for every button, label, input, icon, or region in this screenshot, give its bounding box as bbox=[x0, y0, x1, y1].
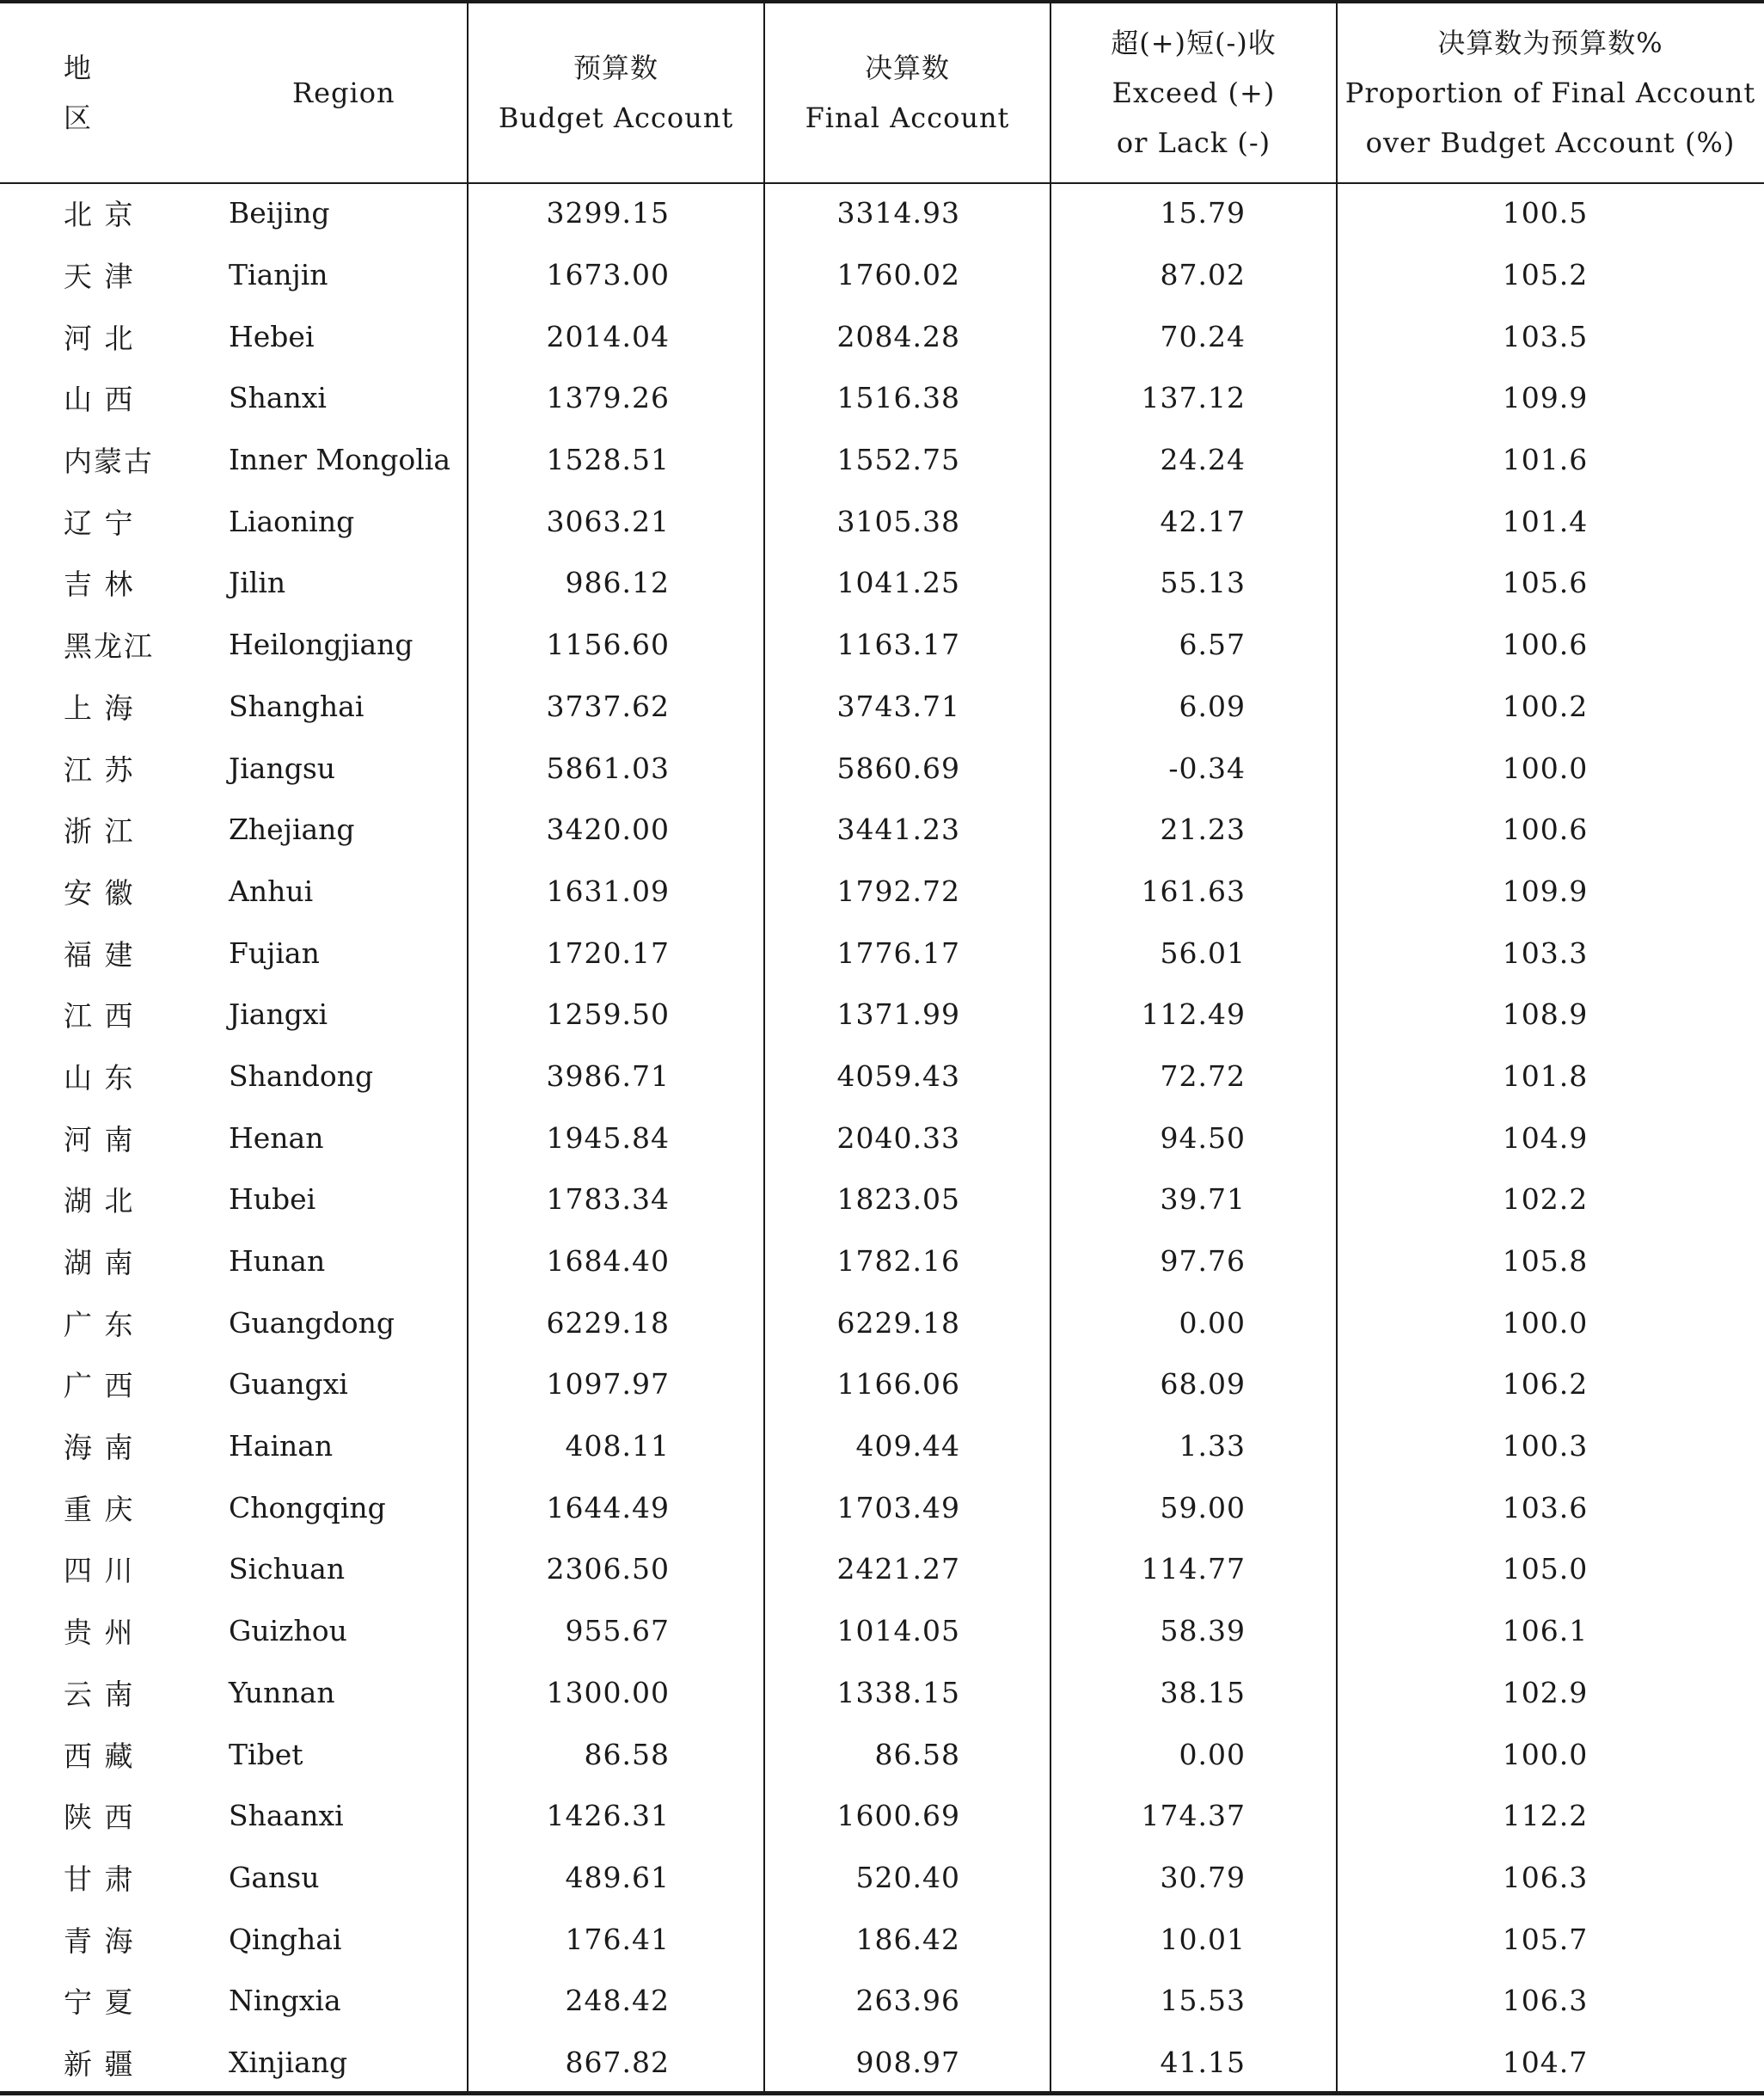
cell-exceed: 112.49 bbox=[1141, 997, 1246, 1032]
cell-exceed: 72.72 bbox=[1160, 1058, 1246, 1093]
cell-final: 1338.15 bbox=[836, 1675, 960, 1709]
cell-region-en: Inner Mongolia bbox=[229, 443, 451, 477]
table-row bbox=[0, 737, 1764, 799]
cell-region-zh: 吉 林 bbox=[64, 567, 135, 602]
cell-region-zh: 广 东 bbox=[64, 1307, 135, 1341]
cell-region-zh: 江 苏 bbox=[64, 752, 135, 787]
table-row bbox=[0, 552, 1764, 614]
cell-budget: 248.42 bbox=[565, 1984, 670, 2018]
cell-exceed: 38.15 bbox=[1160, 1675, 1246, 1709]
cell-final: 3314.93 bbox=[836, 196, 960, 230]
table-row bbox=[0, 861, 1764, 923]
header-final-en: Final Account bbox=[805, 101, 1010, 134]
cell-final: 1792.72 bbox=[836, 874, 960, 908]
cell-region-en: Chongqing bbox=[229, 1490, 386, 1524]
cell-budget: 6229.18 bbox=[546, 1305, 670, 1340]
cell-budget: 1528.51 bbox=[546, 443, 670, 477]
table-row bbox=[0, 1723, 1764, 1785]
cell-region-en: Anhui bbox=[229, 874, 314, 908]
cell-exceed: 15.79 bbox=[1160, 196, 1246, 230]
cell-budget: 1300.00 bbox=[546, 1675, 670, 1709]
cell-proportion: 105.8 bbox=[1502, 1244, 1589, 1279]
cell-proportion: 100.5 bbox=[1502, 196, 1589, 230]
cell-region-zh: 安 徽 bbox=[64, 875, 135, 910]
cell-region-en: Guangdong bbox=[229, 1305, 395, 1340]
header-region-en: Region bbox=[292, 77, 395, 109]
cell-exceed: 0.00 bbox=[1179, 1305, 1246, 1340]
cell-region-zh: 黑龙江 bbox=[64, 629, 154, 664]
cell-budget: 3737.62 bbox=[546, 689, 670, 723]
cell-region-zh: 贵 州 bbox=[64, 1616, 135, 1650]
cell-region-zh: 重 庆 bbox=[64, 1492, 135, 1526]
header-proportion bbox=[1337, 3, 1764, 182]
cell-budget: 5861.03 bbox=[546, 751, 670, 785]
cell-exceed: -0.34 bbox=[1168, 751, 1246, 785]
cell-budget: 955.67 bbox=[565, 1614, 670, 1648]
cell-budget: 1720.17 bbox=[546, 936, 670, 970]
cell-final: 1600.69 bbox=[836, 1799, 960, 1833]
cell-region-en: Fujian bbox=[229, 936, 320, 970]
table-body bbox=[0, 182, 1764, 2093]
cell-budget: 1631.09 bbox=[546, 874, 670, 908]
cell-region-zh: 海 南 bbox=[64, 1431, 135, 1465]
cell-proportion: 109.9 bbox=[1502, 381, 1589, 415]
table-row bbox=[0, 1353, 1764, 1415]
cell-exceed: 59.00 bbox=[1160, 1490, 1246, 1524]
cell-budget: 2306.50 bbox=[546, 1552, 670, 1586]
cell-proportion: 100.2 bbox=[1502, 689, 1589, 723]
cell-region-zh: 江 西 bbox=[64, 999, 135, 1034]
cell-region-zh: 上 海 bbox=[64, 690, 135, 725]
cell-budget: 1097.97 bbox=[546, 1367, 670, 1402]
header-proportion-zh: 决算数为预算数% bbox=[1437, 27, 1663, 59]
cell-region-zh: 陕 西 bbox=[64, 1800, 135, 1835]
cell-budget: 3063.21 bbox=[546, 504, 670, 538]
header-proportion-en-2: over Budget Account (%) bbox=[1365, 126, 1736, 159]
cell-exceed: 87.02 bbox=[1160, 258, 1246, 292]
header-proportion-en-1: Proportion of Final Account bbox=[1344, 77, 1756, 109]
cell-budget: 408.11 bbox=[565, 1429, 670, 1463]
cell-final: 1782.16 bbox=[836, 1244, 960, 1279]
cell-budget: 1259.50 bbox=[546, 997, 670, 1032]
cell-proportion: 100.0 bbox=[1502, 1737, 1589, 1771]
cell-budget: 3299.15 bbox=[546, 196, 670, 230]
cell-exceed: 30.79 bbox=[1160, 1860, 1246, 1894]
cell-region-en: Sichuan bbox=[229, 1552, 346, 1586]
cell-proportion: 101.4 bbox=[1502, 504, 1589, 538]
cell-final: 1371.99 bbox=[836, 997, 960, 1032]
cell-final: 263.96 bbox=[855, 1984, 960, 2018]
cell-final: 4059.43 bbox=[836, 1058, 960, 1093]
cell-region-en: Hubei bbox=[229, 1182, 316, 1217]
cell-region-zh: 北 京 bbox=[64, 198, 135, 232]
cell-proportion: 106.1 bbox=[1502, 1614, 1589, 1648]
cell-region-zh: 宁 夏 bbox=[64, 1985, 135, 2020]
table-row bbox=[0, 984, 1764, 1046]
table-row bbox=[0, 367, 1764, 429]
table-row bbox=[0, 1847, 1764, 1909]
cell-proportion: 105.6 bbox=[1502, 566, 1589, 600]
cell-region-en: Shandong bbox=[229, 1058, 374, 1093]
cell-proportion: 100.6 bbox=[1502, 628, 1589, 662]
cell-final: 520.40 bbox=[855, 1860, 960, 1894]
table-row bbox=[0, 1785, 1764, 1847]
table-row bbox=[0, 676, 1764, 738]
table-row bbox=[0, 1476, 1764, 1538]
cell-region-zh: 四 川 bbox=[64, 1554, 135, 1588]
cell-proportion: 103.6 bbox=[1502, 1490, 1589, 1524]
cell-proportion: 105.7 bbox=[1502, 1922, 1589, 1956]
cell-region-zh: 山 西 bbox=[64, 383, 135, 417]
cell-final: 1703.49 bbox=[836, 1490, 960, 1524]
cell-proportion: 101.6 bbox=[1502, 443, 1589, 477]
cell-region-en: Shaanxi bbox=[229, 1799, 344, 1833]
cell-exceed: 6.57 bbox=[1179, 628, 1246, 662]
cell-proportion: 106.3 bbox=[1502, 1860, 1589, 1894]
cell-final: 1776.17 bbox=[836, 936, 960, 970]
cell-proportion: 112.2 bbox=[1502, 1799, 1589, 1833]
cell-final: 3105.38 bbox=[836, 504, 960, 538]
cell-region-en: Henan bbox=[229, 1120, 324, 1155]
cell-region-en: Gansu bbox=[229, 1860, 320, 1894]
cell-exceed: 56.01 bbox=[1160, 936, 1246, 970]
cell-final: 1041.25 bbox=[836, 566, 960, 600]
table-row bbox=[0, 1107, 1764, 1169]
cell-exceed: 1.33 bbox=[1179, 1429, 1246, 1463]
cell-budget: 1156.60 bbox=[546, 628, 670, 662]
cell-exceed: 55.13 bbox=[1160, 566, 1246, 600]
cell-budget: 176.41 bbox=[565, 1922, 670, 1956]
cell-proportion: 100.0 bbox=[1502, 1305, 1589, 1340]
cell-exceed: 68.09 bbox=[1160, 1367, 1246, 1402]
cell-region-zh: 内蒙古 bbox=[64, 445, 154, 479]
cell-region-zh: 湖 北 bbox=[64, 1184, 135, 1218]
cell-region-zh: 福 建 bbox=[64, 937, 135, 972]
cell-exceed: 24.24 bbox=[1160, 443, 1246, 477]
cell-exceed: 174.37 bbox=[1141, 1799, 1246, 1833]
cell-region-zh: 湖 南 bbox=[64, 1246, 135, 1280]
cell-region-zh: 广 西 bbox=[64, 1369, 135, 1403]
cell-budget: 867.82 bbox=[565, 2045, 670, 2079]
cell-exceed: 161.63 bbox=[1141, 874, 1246, 908]
table-row bbox=[0, 1230, 1764, 1292]
header-exceed-en-1: Exceed (+) bbox=[1112, 77, 1276, 109]
table-row bbox=[0, 1600, 1764, 1662]
cell-region-en: Shanxi bbox=[229, 381, 327, 415]
table-row bbox=[0, 429, 1764, 491]
cell-budget: 1426.31 bbox=[546, 1799, 670, 1833]
cell-region-en: Tianjin bbox=[229, 258, 328, 292]
cell-budget: 1644.49 bbox=[546, 1490, 670, 1524]
cell-exceed: 39.71 bbox=[1160, 1182, 1246, 1217]
cell-region-en: Shanghai bbox=[229, 689, 364, 723]
header-budget-zh: 预算数 bbox=[573, 52, 658, 84]
cell-proportion: 104.7 bbox=[1502, 2045, 1589, 2079]
cell-budget: 1783.34 bbox=[546, 1182, 670, 1217]
header-final-zh: 决算数 bbox=[864, 52, 950, 84]
table-row bbox=[0, 182, 1764, 244]
cell-final: 2421.27 bbox=[836, 1552, 960, 1586]
cell-region-en: Beijing bbox=[229, 196, 330, 230]
cell-final: 3441.23 bbox=[836, 813, 960, 847]
cell-exceed: 94.50 bbox=[1160, 1120, 1246, 1155]
cell-final: 1163.17 bbox=[836, 628, 960, 662]
cell-proportion: 105.2 bbox=[1502, 258, 1589, 292]
cell-region-zh: 甘 肃 bbox=[64, 1862, 135, 1896]
cell-region-en: Hebei bbox=[229, 319, 315, 353]
cell-proportion: 103.5 bbox=[1502, 319, 1589, 353]
cell-exceed: 97.76 bbox=[1160, 1244, 1246, 1279]
cell-final: 1014.05 bbox=[836, 1614, 960, 1648]
cell-budget: 1379.26 bbox=[546, 381, 670, 415]
cell-region-en: Hunan bbox=[229, 1244, 326, 1279]
cell-exceed: 137.12 bbox=[1141, 381, 1246, 415]
cell-exceed: 42.17 bbox=[1160, 504, 1246, 538]
cell-budget: 986.12 bbox=[565, 566, 670, 600]
cell-exceed: 70.24 bbox=[1160, 319, 1246, 353]
cell-region-zh: 河 南 bbox=[64, 1122, 135, 1156]
cell-final: 2040.33 bbox=[836, 1120, 960, 1155]
cell-region-zh: 河 北 bbox=[64, 321, 135, 355]
cell-region-zh: 新 疆 bbox=[64, 2046, 135, 2081]
cell-exceed: 41.15 bbox=[1160, 2045, 1246, 2079]
cell-final: 1760.02 bbox=[836, 258, 960, 292]
table-row bbox=[0, 305, 1764, 367]
cell-exceed: 0.00 bbox=[1179, 1737, 1246, 1771]
table-row bbox=[0, 1662, 1764, 1724]
cell-proportion: 106.2 bbox=[1502, 1367, 1589, 1402]
cell-region-en: Guizhou bbox=[229, 1614, 347, 1648]
cell-region-en: Xinjiang bbox=[229, 2045, 348, 2079]
cell-exceed: 6.09 bbox=[1179, 689, 1246, 723]
cell-exceed: 10.01 bbox=[1160, 1922, 1246, 1956]
cell-proportion: 103.3 bbox=[1502, 936, 1589, 970]
cell-proportion: 106.3 bbox=[1502, 1984, 1589, 2018]
cell-final: 2084.28 bbox=[836, 319, 960, 353]
cell-final: 409.44 bbox=[855, 1429, 960, 1463]
cell-region-en: Qinghai bbox=[229, 1922, 342, 1956]
header-exceed-en-2: or Lack (-) bbox=[1116, 126, 1271, 159]
cell-proportion: 100.0 bbox=[1502, 751, 1589, 785]
table-row bbox=[0, 244, 1764, 306]
table-header-row bbox=[0, 3, 1764, 182]
cell-proportion: 109.9 bbox=[1502, 874, 1589, 908]
cell-budget: 1684.40 bbox=[546, 1244, 670, 1279]
cell-proportion: 108.9 bbox=[1502, 997, 1589, 1032]
table-row bbox=[0, 1169, 1764, 1230]
cell-region-zh: 青 海 bbox=[64, 1923, 135, 1958]
cell-final: 5860.69 bbox=[836, 751, 960, 785]
cell-region-en: Jiangxi bbox=[229, 997, 328, 1032]
table-row bbox=[0, 614, 1764, 676]
cell-final: 86.58 bbox=[874, 1737, 960, 1771]
cell-region-en: Jiangsu bbox=[229, 751, 336, 785]
cell-budget: 1673.00 bbox=[546, 258, 670, 292]
cell-final: 186.42 bbox=[855, 1922, 960, 1956]
table-row bbox=[0, 1291, 1764, 1353]
header-budget-en: Budget Account bbox=[498, 101, 734, 134]
cell-exceed: 21.23 bbox=[1160, 813, 1246, 847]
cell-region-zh: 西 藏 bbox=[64, 1739, 135, 1773]
cell-proportion: 102.2 bbox=[1502, 1182, 1589, 1217]
cell-final: 908.97 bbox=[855, 2045, 960, 2079]
cell-region-en: Ningxia bbox=[229, 1984, 341, 2018]
cell-region-zh: 天 津 bbox=[64, 260, 135, 294]
table-row bbox=[0, 799, 1764, 861]
cell-budget: 3986.71 bbox=[546, 1058, 670, 1093]
cell-region-en: Heilongjiang bbox=[229, 628, 413, 662]
cell-region-en: Zhejiang bbox=[229, 813, 355, 847]
cell-exceed: 58.39 bbox=[1160, 1614, 1246, 1648]
table-row bbox=[0, 1046, 1764, 1107]
cell-region-zh: 山 东 bbox=[64, 1060, 135, 1095]
cell-budget: 2014.04 bbox=[546, 319, 670, 353]
cell-region-zh: 云 南 bbox=[64, 1677, 135, 1711]
table-row bbox=[0, 1970, 1764, 2032]
cell-region-en: Jilin bbox=[229, 566, 286, 600]
header-budget bbox=[468, 3, 764, 182]
table-row bbox=[0, 1538, 1764, 1600]
header-final bbox=[764, 3, 1050, 182]
cell-proportion: 105.0 bbox=[1502, 1552, 1589, 1586]
cell-region-en: Liaoning bbox=[229, 504, 355, 538]
cell-budget: 1945.84 bbox=[546, 1120, 670, 1155]
header-exceed bbox=[1050, 3, 1337, 182]
cell-proportion: 100.6 bbox=[1502, 813, 1589, 847]
cell-final: 3743.71 bbox=[836, 689, 960, 723]
cell-final: 1166.06 bbox=[836, 1367, 960, 1402]
cell-region-en: Yunnan bbox=[229, 1675, 335, 1709]
header-region-zh: 地 区 bbox=[64, 52, 118, 134]
cell-proportion: 102.9 bbox=[1502, 1675, 1589, 1709]
table-row bbox=[0, 1908, 1764, 1970]
cell-final: 1552.75 bbox=[836, 443, 960, 477]
cell-final: 1823.05 bbox=[836, 1182, 960, 1217]
cell-final: 6229.18 bbox=[836, 1305, 960, 1340]
cell-region-en: Hainan bbox=[229, 1429, 334, 1463]
header-exceed-zh: 超(+)短(-)收 bbox=[1111, 27, 1277, 59]
table-row bbox=[0, 922, 1764, 984]
cell-region-en: Guangxi bbox=[229, 1367, 348, 1402]
cell-exceed: 15.53 bbox=[1160, 1984, 1246, 2018]
table-row bbox=[0, 2032, 1764, 2094]
cell-budget: 489.61 bbox=[565, 1860, 670, 1894]
cell-region-en: Tibet bbox=[229, 1737, 303, 1771]
budget-table bbox=[0, 3, 1764, 2093]
cell-proportion: 101.8 bbox=[1502, 1058, 1589, 1093]
cell-region-zh: 浙 江 bbox=[64, 814, 135, 849]
cell-exceed: 114.77 bbox=[1141, 1552, 1246, 1586]
cell-region-zh: 辽 宁 bbox=[64, 506, 135, 540]
table-row bbox=[0, 490, 1764, 552]
table-row bbox=[0, 1415, 1764, 1477]
cell-proportion: 104.9 bbox=[1502, 1120, 1589, 1155]
cell-proportion: 100.3 bbox=[1502, 1429, 1589, 1463]
cell-budget: 86.58 bbox=[584, 1737, 670, 1771]
cell-final: 1516.38 bbox=[836, 381, 960, 415]
cell-budget: 3420.00 bbox=[546, 813, 670, 847]
